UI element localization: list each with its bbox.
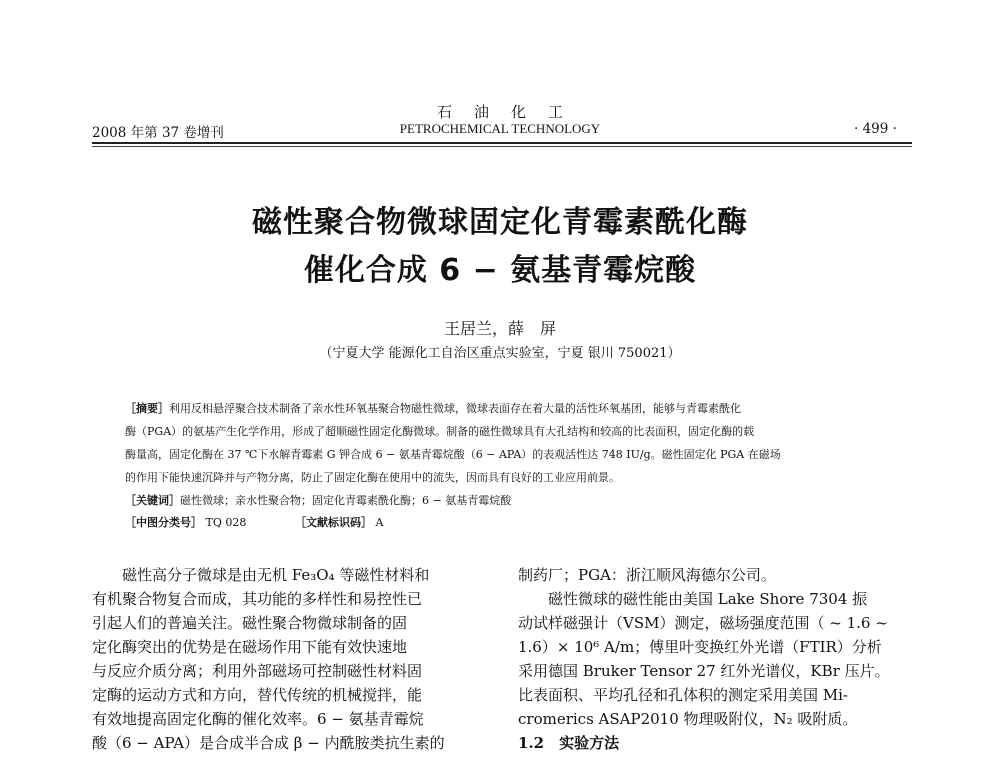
left-column-line: 有机聚合物复合而成，其功能的多样性和易控性已 xyxy=(92,590,423,608)
abstract-line: 酶（PGA）的氨基产生化学作用，形成了超顺磁性固定化酶微球。制备的磁性微球具有大孔结构和较高的比表面积，固定化酶的载 xyxy=(125,425,755,438)
left-column-line: 与反应介质分离；利用外部磁场可控制磁性材料固 xyxy=(92,662,423,680)
keywords xyxy=(125,492,511,508)
section-heading: 1.2 实验方法 xyxy=(518,734,620,752)
keywords-label: ［关键词］ xyxy=(125,494,180,507)
header-rule-thin xyxy=(92,146,912,147)
keywords-text: 磁性微球；亲水性聚合物；固定化青霉素酰化酶；6 − 氨基青霉烷酸 xyxy=(180,494,512,507)
left-column-line: 有效地提高固定化酶的催化效率。6 − 氨基青霉烷 xyxy=(92,710,424,728)
right-column-line: 制药厂；PGA：浙江顺风海德尔公司。 xyxy=(518,566,776,584)
abstract-line: 酶量高，固定化酶在 37 ℃下水解青霉素 G 钾合成 6 − 氨基青霉烷酸（6 − APA）的表观活性达 748 IU/g。磁性固定化 PGA 在磁场 xyxy=(125,448,781,461)
document-code-row xyxy=(295,514,383,530)
authors: 王居兰，薛 屏 xyxy=(443,319,556,338)
left-column-line: 定化酶突出的优势是在磁场作用下能有效快速地 xyxy=(92,638,408,656)
right-column-line: cromerics ASAP2010 物理吸附仪，N₂ 吸附质。 xyxy=(518,710,858,728)
right-column-line: 比表面积、平均孔径和孔体积的测定采用美国 Mi- xyxy=(518,686,848,704)
title-line-1: 磁性聚合物微球固定化青霉素酰化酶 xyxy=(252,205,748,240)
left-column-line: 酸（6 − APA）是合成半合成 β − 内酰胺类抗生素的 xyxy=(92,734,445,752)
document-code-label: ［文献标识码］ xyxy=(295,516,372,529)
left-column-line: 引起人们的普遍关注。磁性聚合物微球制备的固 xyxy=(92,614,408,632)
affiliation: （宁夏大学 能源化工自治区重点实验室，宁夏 银川 750021） xyxy=(319,346,681,361)
journal-name-en: PETROCHEMICAL TECHNOLOGY xyxy=(399,121,601,136)
classification-value: TQ 028 xyxy=(205,516,247,529)
abstract-line: 的作用下能快速沉降并与产物分离，防止了固定化酶在使用中的流失，因而具有良好的工业应用前景。 xyxy=(125,471,620,484)
header-rule xyxy=(92,142,912,144)
left-column-line: 磁性高分子微球是由无机 Fe₃O₄ 等磁性材料和 xyxy=(92,566,430,584)
issue-info: 2008 年第 37 卷增刊 xyxy=(92,125,224,141)
right-column-line: 动试样磁强计（VSM）测定，磁场强度范围（ ~ 1.6 ~ xyxy=(518,614,888,632)
right-column-line: 1.6）× 10⁶ A/m；傅里叶变换红外光谱（FTIR）分析 xyxy=(518,638,882,656)
abstract-label: ［摘要］ xyxy=(125,402,169,415)
page-number: · 499 · xyxy=(854,121,897,137)
left-column-line: 定酶的运动方式和方向，替代传统的机械搅拌，能 xyxy=(92,686,423,704)
abstract-line: ［摘要］利用反相悬浮聚合技术制备了亲水性环氧基聚合物磁性微球，微球表面存在着大量的活性环氧基团，能够与青霉素酰化 xyxy=(125,402,741,415)
classification-label: ［中图分类号］ xyxy=(125,516,202,529)
title-line-2: 催化合成 6 − 氨基青霉烷酸 xyxy=(303,253,697,288)
document-code-value: A xyxy=(375,516,384,529)
classification-row xyxy=(125,514,246,530)
journal-name-cn: 石油化工 xyxy=(436,103,585,121)
right-column-line: 采用德国 Bruker Tensor 27 红外光谱仪，KBr 压片。 xyxy=(518,662,890,680)
right-column-line: 磁性微球的磁性能由美国 Lake Shore 7304 振 xyxy=(518,590,868,608)
